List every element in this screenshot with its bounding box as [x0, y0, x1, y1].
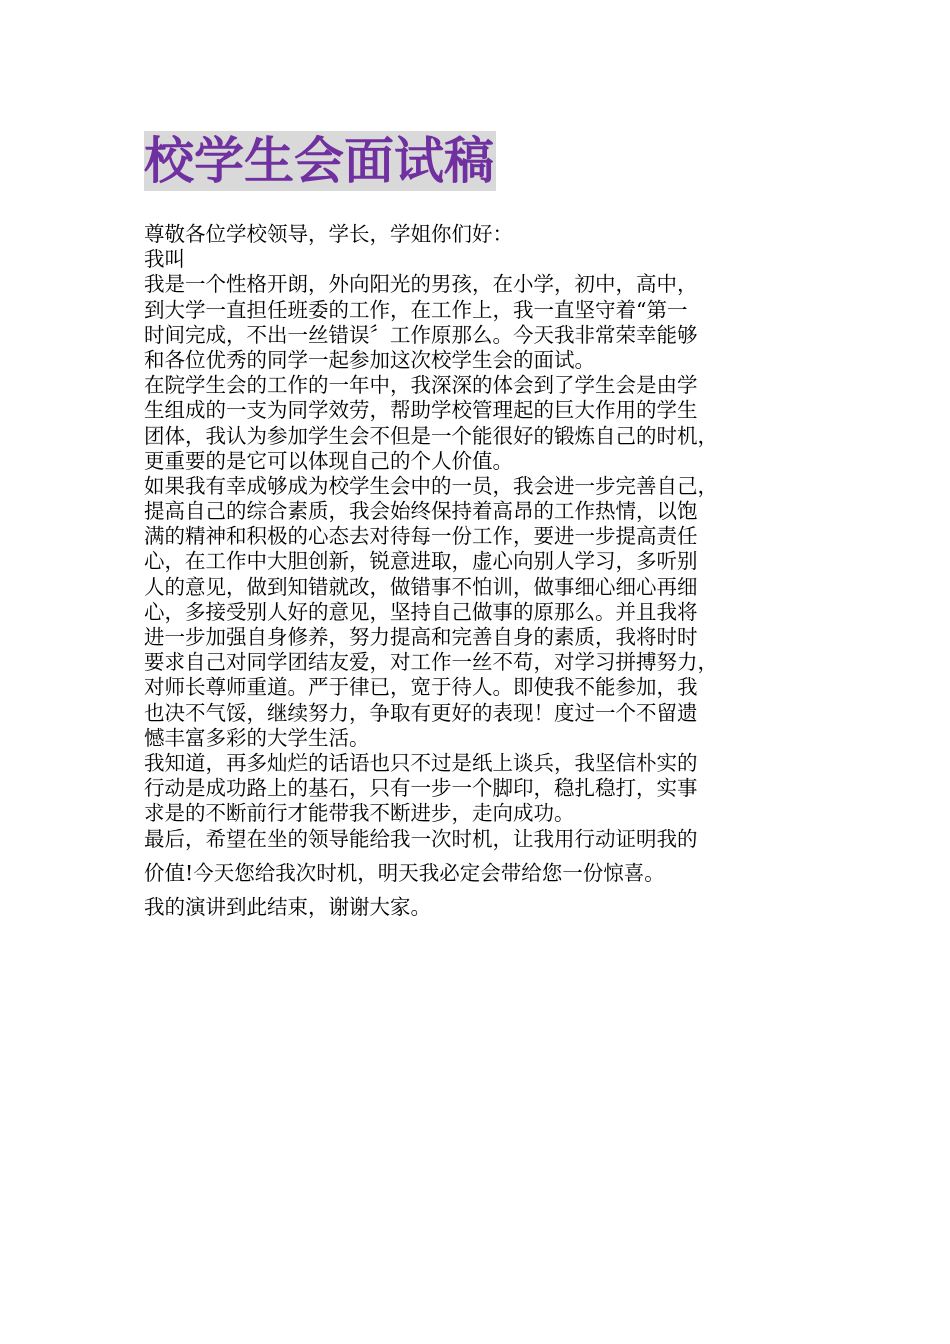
body-line: 我叫	[144, 247, 185, 272]
body-line: 最后，希望在坐的领导能给我一次时机，让我用行动证明我的	[144, 826, 698, 851]
body-line: 尊敬各位学校领导，学长，学姐你们好：	[144, 222, 513, 246]
body-line: 在院学生会的工作的一年中，我深深的体会到了学生会是由学	[144, 373, 698, 398]
body-line: 憾丰富多彩的大学生活。	[144, 725, 370, 750]
body-line: 我是一个性格开朗，外向阳光的男孩，在小学，初中，高中，	[144, 272, 698, 297]
document-title: 校学生会面试稿	[144, 132, 494, 190]
body-line: 时间完成，不出一丝错误〞工作原那么。今天我非常荣幸能够	[144, 322, 698, 347]
body-line: 和各位优秀的同学一起参加这次校学生会的面试。	[144, 347, 595, 372]
body-line: 对师长尊师重道。严于律已，宽于待人。即使我不能参加，我	[144, 675, 698, 700]
body-line: 到大学一直担任班委的工作，在工作上，我一直坚守着“第一	[144, 297, 688, 322]
body-line: 提高自己的综合素质，我会始终保持着高昂的工作热情，以饱	[144, 499, 698, 524]
body-line: 价值!今天您给我次时机，明天我必定会带给您一份惊喜。	[144, 860, 665, 885]
body-line: 心，多接受别人好的意见，坚持自己做事的原那么。并且我将	[144, 599, 698, 624]
body-line: 生组成的一支为同学效劳，帮助学校管理起的巨大作用的学生	[144, 398, 698, 423]
body-line: 求是的不断前行才能带我不断进步，走向成功。	[144, 801, 575, 826]
body-line: 也决不气馁，继续努力，争取有更好的表现！度过一个不留遗	[144, 700, 698, 725]
body-line: 要求自己对同学团结友爱，对工作一丝不苟，对学习拼搏努力，	[144, 650, 718, 675]
body-line: 团体，我认为参加学生会不但是一个能很好的锻炼自己的时机，	[144, 423, 718, 448]
body-line: 如果我有幸成够成为校学生会中的一员，我会进一步完善自己，	[144, 473, 718, 498]
body-line: 行动是成功路上的基石，只有一步一个脚印，稳扎稳打，实事	[144, 776, 698, 801]
body-line: 心，在工作中大胆创新，锐意进取，虚心向别人学习，多听别	[144, 549, 698, 574]
body-line: 人的意见，做到知错就改，做错事不怕训，做事细心细心再细	[144, 574, 698, 599]
body-line: 我知道，再多灿烂的话语也只不过是纸上谈兵，我坚信朴实的	[144, 750, 698, 775]
closing-line: 我的演讲到此结束，谢谢大家。	[144, 894, 431, 919]
body-line: 进一步加强自身修养，努力提高和完善自身的素质，我将时时	[144, 625, 698, 649]
body-line: 满的精神和积极的心态去对待每一份工作，要进一步提高责任	[144, 524, 698, 549]
document-body	[144, 222, 824, 920]
body-line: 更重要的是它可以体现自己的个人价值。	[144, 448, 513, 473]
